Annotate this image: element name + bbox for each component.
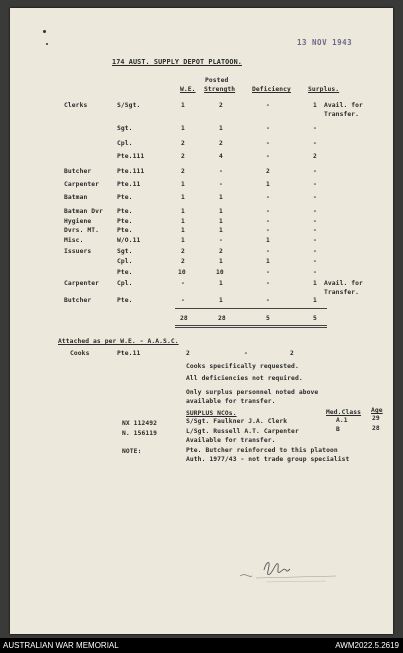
row-we: 1 (181, 208, 185, 215)
row-strength: - (219, 168, 223, 175)
totals-rule-double (175, 327, 327, 328)
row-surplus: - (313, 208, 317, 215)
row-rank: Sgt. (117, 125, 133, 132)
row-rank: Pte. (117, 297, 133, 304)
row-we: 10 (178, 269, 186, 276)
row-rank: Sgt. (117, 248, 133, 255)
row-strength: 1 (219, 280, 223, 287)
row-surplus: - (313, 248, 317, 255)
row-surplus: - (313, 140, 317, 147)
row-strength: 1 (219, 297, 223, 304)
footer-accession-number: AWM2022.5.2619 (335, 641, 399, 650)
cooks-deficiency: 2 (290, 350, 294, 357)
total-deficiency: 5 (266, 315, 270, 322)
row-deficiency: - (266, 280, 270, 287)
note-label: NOTE: (122, 448, 142, 455)
table-row (0, 258, 403, 268)
row-surplus: - (313, 181, 317, 188)
col-header-we: W.E. (180, 86, 196, 93)
nco-name: S/Sgt. Faulkner J.A. Clerk (186, 418, 288, 425)
row-trade: Carpenter (64, 280, 100, 287)
row-we: 1 (181, 102, 185, 109)
nco-name: L/Sgt. Russell A.T. Carpenter (186, 428, 299, 435)
cooks-rank: Pte.11 (117, 350, 141, 357)
row-rank: S/Sgt. (117, 102, 141, 109)
row-surplus: 1 (313, 297, 317, 304)
row-deficiency: - (266, 208, 270, 215)
row-trade: Butcher (64, 297, 92, 304)
row-trade: Issuers (64, 248, 92, 255)
row-note: Avail. for (324, 280, 363, 287)
row-rank: Pte.111 (117, 168, 145, 175)
row-we: 1 (181, 227, 185, 234)
row-strength: 1 (219, 227, 223, 234)
row-note-2: Transfer. (324, 289, 360, 296)
row-trade: Batman (64, 194, 88, 201)
row-strength: 1 (219, 218, 223, 225)
col-header-posted: Posted (205, 77, 229, 84)
row-we: 2 (181, 248, 185, 255)
row-rank: W/O.11 (117, 237, 141, 244)
table-row (0, 269, 403, 279)
row-trade: Carpenter (64, 181, 100, 188)
row-strength: 1 (219, 125, 223, 132)
row-we: 1 (181, 194, 185, 201)
table-row (0, 297, 403, 307)
row-trade: Dvrs. MT. (64, 227, 100, 234)
col-header-surplus: Surplus. (308, 86, 340, 93)
punch-mark (43, 30, 46, 33)
document-heading: 174 AUST. SUPPLY DEPOT PLATOON. (112, 58, 242, 66)
row-note-2: Transfer. (324, 111, 360, 118)
surplus-ncos-heading: SURPLUS NCOs. (186, 410, 237, 417)
row-deficiency: - (266, 227, 270, 234)
row-rank: Pte.11 (117, 181, 141, 188)
row-surplus: 2 (313, 153, 317, 160)
row-deficiency: - (266, 218, 270, 225)
row-we: 1 (181, 237, 185, 244)
row-surplus: 1 (313, 280, 317, 287)
row-strength: 4 (219, 153, 223, 160)
nco-age: 29 (372, 415, 380, 422)
attached-heading: Attached as per W.E. - A.A.S.C. (58, 338, 179, 345)
row-deficiency: - (266, 125, 270, 132)
table-row (0, 227, 403, 237)
row-rank: Cpl. (117, 140, 133, 147)
col-header-deficiency: Deficiency (252, 86, 291, 93)
table-row (0, 237, 403, 247)
row-trade: Clerks (64, 102, 88, 109)
row-we: 2 (181, 153, 185, 160)
total-strength: 28 (218, 315, 226, 322)
row-rank: Pte. (117, 218, 133, 225)
attached-note: Cooks specifically requested. (186, 363, 299, 370)
row-rank: Pte. (117, 194, 133, 201)
table-row (0, 194, 403, 204)
row-rank: Pte. (117, 227, 133, 234)
footer-credit: AUSTRALIAN WAR MEMORIAL (3, 641, 119, 650)
row-rank: Pte. (117, 269, 133, 276)
row-deficiency: - (266, 102, 270, 109)
footer-bar (0, 638, 403, 653)
table-row (0, 125, 403, 135)
row-surplus: - (313, 258, 317, 265)
note-line-1: Pte. Butcher reinforced to this platoon (186, 447, 338, 454)
row-note: Avail. for (324, 102, 363, 109)
row-surplus: - (313, 168, 317, 175)
nco-med-class: A.1 (336, 417, 348, 424)
table-row (0, 280, 403, 296)
totals-rule-bottom (175, 325, 327, 326)
row-strength: 1 (219, 194, 223, 201)
row-we: 2 (181, 140, 185, 147)
row-surplus: - (313, 194, 317, 201)
row-surplus: - (313, 269, 317, 276)
row-trade: Misc. (64, 237, 84, 244)
nco-age: 28 (372, 425, 380, 432)
note-line-2: Auth. 1977/43 - not trade group specialist (186, 456, 350, 463)
total-we: 28 (180, 315, 188, 322)
nco-number: N. 156119 (122, 430, 158, 437)
row-we: 2 (181, 168, 185, 175)
table-row (0, 153, 403, 163)
row-trade: Hygiene (64, 218, 92, 225)
cooks-strength: - (244, 350, 248, 357)
row-rank: Pte. (117, 208, 133, 215)
row-we: 2 (181, 258, 185, 265)
row-we: 1 (181, 181, 185, 188)
row-strength: 1 (219, 258, 223, 265)
row-strength: 2 (219, 248, 223, 255)
row-we: 1 (181, 218, 185, 225)
attached-note: Only surplus personnel noted above (186, 389, 319, 396)
row-trade: Batman Dvr (64, 208, 103, 215)
table-row (0, 181, 403, 191)
row-deficiency: - (266, 153, 270, 160)
punch-mark (46, 43, 48, 45)
nco-number: NX 112492 (122, 420, 158, 427)
row-strength: 2 (219, 140, 223, 147)
row-rank: Pte.111 (117, 153, 145, 160)
table-row (0, 140, 403, 150)
attached-note: All deficiencies not required. (186, 375, 303, 382)
med-class-header: Med.Class (326, 409, 362, 416)
row-surplus: 1 (313, 102, 317, 109)
row-strength: 10 (216, 269, 224, 276)
row-we: 1 (181, 125, 185, 132)
row-deficiency: 1 (266, 237, 270, 244)
age-header: Age (371, 407, 383, 414)
signature-mark (236, 556, 346, 586)
row-we: - (181, 297, 185, 304)
totals-rule-top (175, 308, 327, 309)
row-deficiency: - (266, 194, 270, 201)
table-row (0, 208, 403, 218)
row-deficiency: 1 (266, 258, 270, 265)
row-deficiency: - (266, 248, 270, 255)
row-surplus: - (313, 237, 317, 244)
row-deficiency: 2 (266, 168, 270, 175)
row-deficiency: - (266, 297, 270, 304)
row-strength: - (219, 181, 223, 188)
table-row (0, 248, 403, 258)
date-stamp: 13 NOV 1943 (297, 38, 353, 47)
cooks-we: 2 (186, 350, 190, 357)
col-header-strength: Strength (204, 86, 236, 93)
nco-available: Available for transfer. (186, 437, 276, 444)
row-trade: Butcher (64, 168, 92, 175)
row-rank: Cpl. (117, 280, 133, 287)
row-we: - (181, 280, 185, 287)
row-surplus: - (313, 125, 317, 132)
cooks-trade: Cooks (70, 350, 90, 357)
row-rank: Cpl. (117, 258, 133, 265)
table-row (0, 168, 403, 178)
total-surplus: 5 (313, 315, 317, 322)
row-strength: 2 (219, 102, 223, 109)
row-surplus: - (313, 218, 317, 225)
row-deficiency: - (266, 140, 270, 147)
row-deficiency: 1 (266, 181, 270, 188)
nco-med-class: B (336, 426, 340, 433)
table-row (0, 102, 403, 118)
row-surplus: - (313, 227, 317, 234)
row-strength: 1 (219, 208, 223, 215)
attached-note: available for transfer. (186, 398, 276, 405)
row-strength: - (219, 237, 223, 244)
row-deficiency: - (266, 269, 270, 276)
